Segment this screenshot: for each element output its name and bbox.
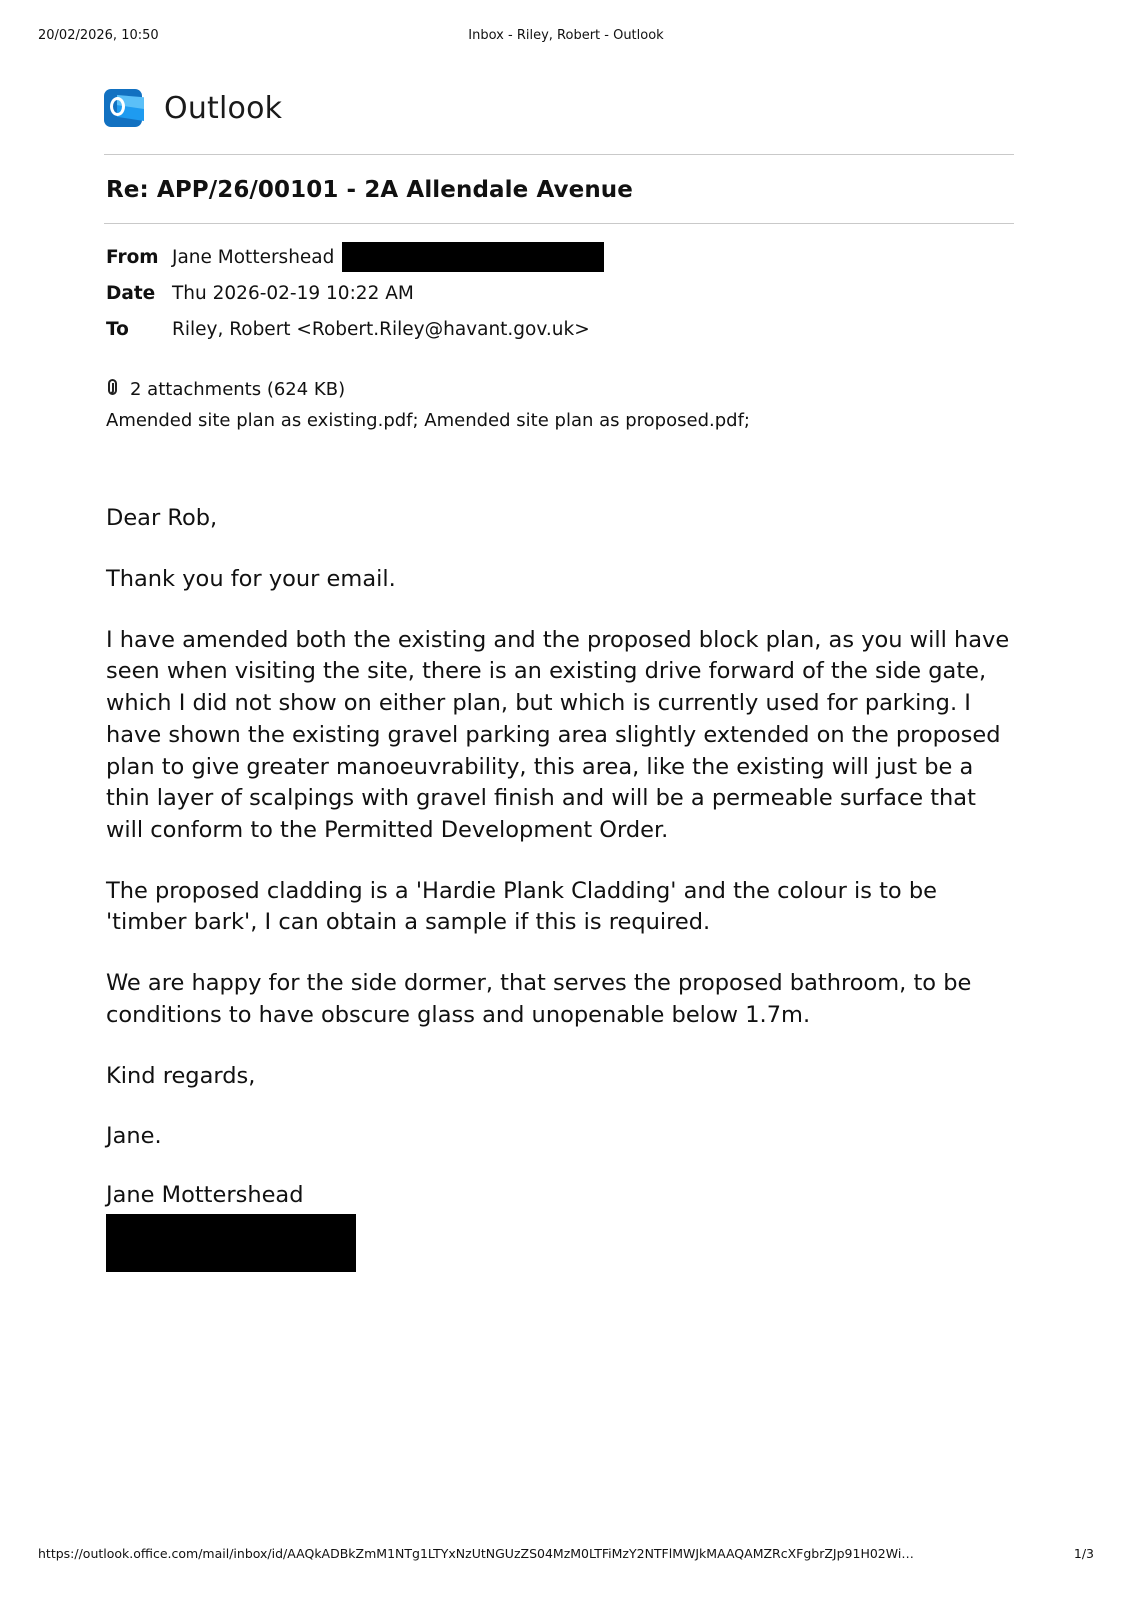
print-header bbox=[0, 28, 1132, 46]
body-signoff-name: Jane. bbox=[106, 1123, 162, 1150]
email-content bbox=[104, 80, 1014, 1272]
redaction-bar-signature-details bbox=[106, 1214, 356, 1272]
paperclip-icon bbox=[106, 378, 120, 400]
print-timestamp: 20/02/2026, 10:50 bbox=[38, 28, 159, 43]
from-label: From bbox=[106, 247, 159, 268]
email-body bbox=[106, 503, 1014, 1153]
body-paragraph-1: Thank you for your email. bbox=[106, 565, 396, 592]
outlook-brand bbox=[104, 80, 1014, 136]
body-paragraph-4: We are happy for the side dormer, that serves the proposed bathroom, to be conditions to have obscure glass and unopenable below 1.7m. bbox=[106, 970, 972, 1028]
email-header-date bbox=[106, 276, 1014, 312]
body-signoff: Kind regards, bbox=[106, 1062, 256, 1089]
email-header-from bbox=[106, 240, 1014, 276]
print-page-number: 1/3 bbox=[1073, 1546, 1094, 1561]
attachments-summary-row bbox=[106, 378, 1014, 400]
attachment-filenames[interactable]: Amended site plan as existing.pdf; Amended site plan as proposed.pdf; bbox=[106, 410, 750, 432]
header-divider-bottom bbox=[104, 223, 1014, 224]
body-paragraph-2: I have amended both the existing and the proposed block plan, as you will have seen when visiting the site, there is an existing drive forward of the side gate, which I did not show on either plan, but which is currently used for parking. I have shown the existing gravel parking area slightly extended on the proposed plan to give greater manoeuvrability, this area, like the existing will just be a thin layer of scalpings with gravel finish and will be a permeable surface that will conform to the Permitted Development Order. bbox=[106, 626, 1010, 843]
print-window-title: Inbox - Riley, Robert - Outlook bbox=[468, 28, 664, 43]
brand-name-label: Outlook bbox=[164, 90, 283, 126]
header-divider-top bbox=[104, 154, 1014, 155]
signature-name: Jane Mottershead bbox=[106, 1181, 304, 1208]
to-value: Riley, Robert <Robert.Riley@havant.gov.uk> bbox=[172, 319, 590, 341]
date-value: Thu 2026-02-19 10:22 AM bbox=[172, 283, 414, 305]
to-label: To bbox=[106, 319, 129, 341]
print-footer bbox=[0, 1546, 1132, 1564]
body-paragraph-3: The proposed cladding is a 'Hardie Plank Cladding' and the colour is to be 'timber bark', I can obtain a sample if this is required. bbox=[106, 877, 937, 936]
attachments-section bbox=[106, 378, 1014, 431]
body-greeting: Dear Rob, bbox=[106, 505, 218, 532]
date-label: Date bbox=[106, 283, 156, 305]
email-header-to bbox=[106, 312, 1014, 348]
from-value: Jane Mottershead bbox=[172, 247, 335, 268]
redaction-bar-sender-address bbox=[342, 242, 604, 272]
email-headers bbox=[106, 240, 1014, 348]
attachments-count: 2 attachments (624 KB) bbox=[130, 378, 346, 400]
outlook-logo-icon bbox=[104, 87, 146, 129]
email-subject: Re: APP/26/00101 - 2A Allendale Avenue bbox=[106, 177, 633, 203]
print-source-url: https://outlook.office.com/mail/inbox/id/AAQkADBkZmM1NTg1LTYxNzUtNGUzZS04MzM0LTFiMzY2NTFlMWJkMAAQAMZRcXFgbrZJp91H02Wi… bbox=[38, 1546, 914, 1561]
